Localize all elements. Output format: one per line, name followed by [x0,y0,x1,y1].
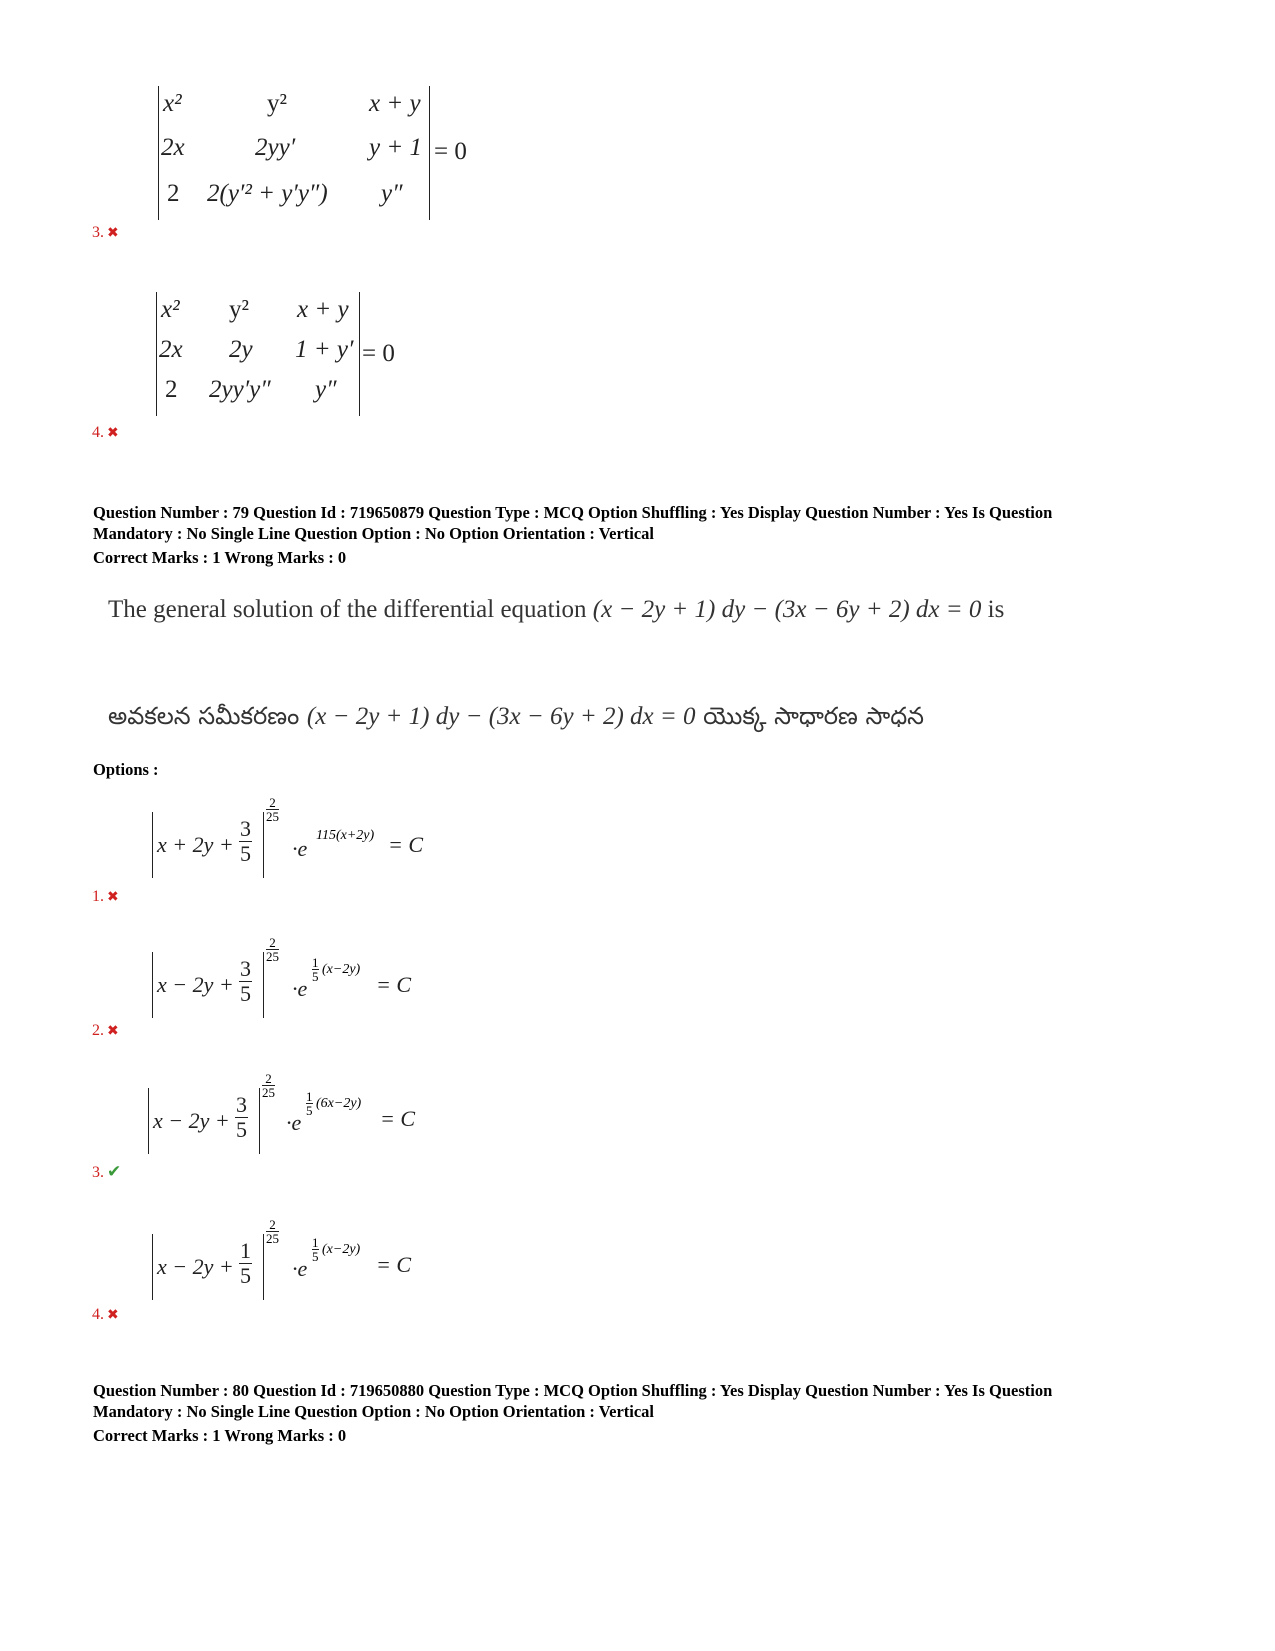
exp-coefficient-numerator: 1 [312,955,319,970]
fraction-denominator: 5 [240,1263,251,1288]
fraction-numerator: 3 [240,816,251,841]
question-text-suffix: is [987,596,1005,623]
fraction-numerator: 3 [240,956,251,981]
telugu-equation: (x − 2y + 1) dy − (3x − 6y + 2) dx = 0 [306,703,696,730]
exp-coefficient-denominator: 5 [312,969,319,984]
exp-power: (x−2y) [322,962,361,977]
absolute-value [152,1234,264,1300]
fraction-numerator: 1 [240,1238,251,1263]
matrix-cell: x² [161,296,180,323]
exp-base: ·e [292,976,308,1001]
matrix-cell: 2 [167,180,180,207]
meta-line-1: Question Number : 79 Question Id : 719650879 Question Type : MCQ Option Shuffling : Yes Display Question Number : Yes Is Question [93,503,1053,522]
matrix-cell: 2yy′y″ [209,376,271,403]
exponent-denominator: 25 [262,1085,275,1100]
exp-coefficient-numerator: 1 [312,1235,319,1250]
matrix-cell: 1 + y′ [295,336,354,363]
options-label: Options : [93,760,159,779]
wrong-icon: ✖ [107,226,119,241]
option-number [92,1306,119,1324]
exponent-denominator: 25 [266,809,279,824]
question-equation: (x − 2y + 1) dy − (3x − 6y + 2) dx = 0 [592,596,982,623]
wrong-icon: ✖ [107,1308,119,1323]
matrix-cell: x² [163,90,182,117]
exponent-fraction [262,1072,275,1099]
wrong-icon: ✖ [107,426,119,441]
absolute-value [148,1088,260,1154]
determinant [158,86,430,220]
exp-coefficient-denominator: 5 [306,1103,313,1118]
matrix-cell: x + y [369,90,421,117]
exponent-numerator: 2 [266,1218,279,1232]
fraction [239,817,252,866]
option-number [92,424,119,442]
fraction-numerator: 3 [236,1092,247,1117]
question-marks: Correct Marks : 1 Wrong Marks : 0 [93,1426,347,1445]
matrix-cell: y + 1 [369,134,422,161]
matrix-cell: y″ [381,180,403,207]
exp-base: ·e [292,1256,308,1281]
fraction [235,1093,248,1142]
option-label: 4. [92,1306,104,1323]
wrong-icon: ✖ [107,890,119,905]
meta-line-2: Mandatory : No Single Line Question Option : No Option Orientation : Vertical [93,1402,655,1421]
exponent-numerator: 2 [266,936,279,950]
check-icon: ✔ [107,1162,122,1181]
option-rhs: = C [388,832,424,857]
exponent-fraction [266,936,279,963]
matrix-cell: 2x [159,336,183,363]
exp-coefficient [312,956,319,983]
option-label: 2. [92,1022,104,1039]
option-number [92,1022,119,1040]
option-lhs: x − 2y + [157,972,234,997]
matrix-cell: 2yy′ [255,134,296,161]
matrix-cell: 2x [161,134,185,161]
option-lhs: x − 2y + [157,1254,234,1279]
option-label: 4. [92,424,104,441]
matrix-cell: 2y [229,336,253,363]
option-label: 3. [92,224,104,241]
exp-coefficient-numerator: 1 [306,1089,313,1104]
exp-base: ·e [292,836,308,861]
matrix-cell: 2(y′² + y′y″) [207,180,328,207]
matrix-cell: y² [267,90,287,117]
option-number [92,888,119,906]
meta-line-2: Mandatory : No Single Line Question Option : No Option Orientation : Vertical [93,524,655,543]
equation-rhs: = 0 [362,340,395,367]
equation-rhs: = 0 [434,138,467,165]
question-meta [93,1380,1203,1422]
exp-power: (6x−2y) [316,1096,362,1111]
meta-line-1: Question Number : 80 Question Id : 719650880 Question Type : MCQ Option Shuffling : Yes Display Question Number : Yes Is Question [93,1381,1053,1400]
exp-power: (x−2y) [322,1242,361,1257]
option-number [92,224,119,242]
exp-power: 115(x+2y) [316,828,375,843]
question-text-english [108,596,1004,624]
question-marks: Correct Marks : 1 Wrong Marks : 0 [93,548,347,567]
fraction-denominator: 5 [236,1117,247,1142]
option-rhs: = C [376,1252,412,1277]
option-rhs: = C [376,972,412,997]
fraction [239,957,252,1006]
option-label: 3. [92,1164,104,1181]
option-label: 1. [92,888,104,905]
exponent-fraction [266,796,279,823]
question-meta [93,502,1203,544]
option-lhs: x + 2y + [157,832,234,857]
telugu-suffix: యొక్క సాధారణ సాధన [703,702,925,730]
option-number [92,1162,121,1182]
matrix-cell: x + y [297,296,349,323]
absolute-value [152,812,264,878]
exponent-numerator: 2 [266,796,279,810]
question-text-telugu [108,702,924,736]
question-text-prefix: The general solution of the differential equation [108,596,587,623]
fraction-denominator: 5 [240,841,251,866]
fraction [239,1239,252,1288]
matrix-cell: y² [229,296,249,323]
telugu-prefix: అవకలన సమీకరణం [108,702,300,730]
exp-coefficient [312,1236,319,1263]
exponent-numerator: 2 [262,1072,275,1086]
exponent-fraction [266,1218,279,1245]
absolute-value [152,952,264,1018]
determinant [156,292,360,416]
option-rhs: = C [380,1106,416,1131]
exponent-denominator: 25 [266,949,279,964]
matrix-cell: 2 [165,376,178,403]
exp-coefficient [306,1090,313,1117]
exp-coefficient-denominator: 5 [312,1249,319,1264]
option-lhs: x − 2y + [153,1108,230,1133]
exp-base: ·e [286,1110,302,1135]
fraction-denominator: 5 [240,981,251,1006]
exponent-denominator: 25 [266,1231,279,1246]
wrong-icon: ✖ [107,1024,119,1039]
matrix-cell: y″ [315,376,337,403]
